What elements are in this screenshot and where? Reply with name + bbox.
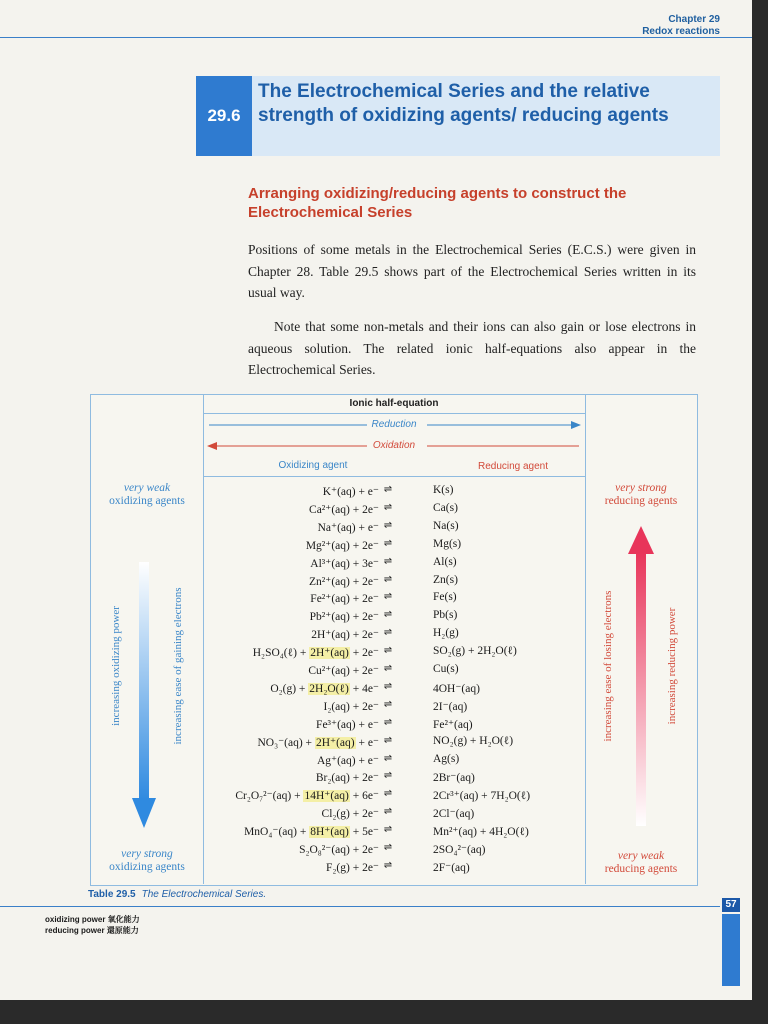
equilibrium-arrow: ⇌ <box>383 806 393 818</box>
table-heading: Ionic half-equation <box>349 398 439 409</box>
oxidizing-power-arrow <box>130 562 158 832</box>
left-bottom-qualifier: very strong <box>121 848 173 860</box>
equation-oxidizing-side: Cu²⁺(aq) + 2e⁻ <box>308 665 379 677</box>
equation-reducing-side: SO₂(g) + 2H₂O(ℓ) <box>433 645 517 658</box>
equilibrium-arrow: ⇌ <box>383 824 393 836</box>
caption-label: Table 29.5 <box>88 889 136 900</box>
equation-row <box>203 502 585 520</box>
table-header-bottom-rule <box>203 476 585 477</box>
highlighted-species: 2H⁺(aq) <box>315 736 355 749</box>
equilibrium-arrow: ⇌ <box>383 537 393 549</box>
equation-row <box>203 824 585 842</box>
left-top-qualifier: very weak <box>123 482 171 494</box>
equilibrium-arrow: ⇌ <box>383 591 393 603</box>
equation-row <box>203 556 585 574</box>
oxidizing-arrow-shaft <box>139 562 149 800</box>
paragraph-2: Note that some non-metals and their ions can also gain or lose electrons in aqueous solution. The related ionic half-equations also appear in the Electrochemical Series. <box>248 319 696 377</box>
equilibrium-arrow: ⇌ <box>383 770 393 782</box>
equation-row <box>203 806 585 824</box>
right-top-label <box>586 482 696 508</box>
equation-reducing-side: Cu(s) <box>433 663 459 675</box>
equilibrium-arrow: ⇌ <box>383 484 393 495</box>
equilibrium-arrow: ⇌ <box>383 716 393 728</box>
glossary <box>45 914 140 936</box>
equation-reducing-side: Fe(s) <box>433 591 457 604</box>
right-bottom-label <box>586 850 696 876</box>
left-vertical-label-2: increasing ease of gaining electrons <box>172 587 184 745</box>
equation-oxidizing-side: Al³⁺(aq) + 3e⁻ <box>310 557 379 570</box>
equilibrium-arrow: ⇌ <box>383 609 393 621</box>
paragraph-1: Positions of some metals in the Electrochemical Series (E.C.S.) were given in Chapter 28. Table 29.5 shows part of the Electrochemical Series written in its usual way. <box>248 242 696 300</box>
equation-oxidizing-side: Cl₂(g) + 2e⁻ <box>321 808 379 821</box>
top-divider <box>0 37 752 38</box>
chapter-number: Chapter 29 <box>668 14 720 25</box>
equation-row <box>203 520 585 538</box>
equilibrium-arrow: ⇌ <box>383 734 393 746</box>
equilibrium-arrow: ⇌ <box>383 645 393 657</box>
equation-reducing-side: Mn²⁺(aq) + 4H₂O(ℓ) <box>433 826 529 839</box>
right-top-text: reducing agents <box>604 495 678 507</box>
right-bottom-qualifier: very weak <box>617 850 665 862</box>
equilibrium-arrow: ⇌ <box>383 501 393 513</box>
highlighted-species: 2H₂O(ℓ) <box>309 682 349 695</box>
equation-row <box>203 717 585 735</box>
equation-oxidizing-side: Fe³⁺(aq) + e⁻ <box>316 718 379 731</box>
equation-row <box>203 663 585 681</box>
table-divider-right <box>585 394 586 884</box>
equation-reducing-side: 2Br⁻(aq) <box>433 772 475 785</box>
equation-reducing-side: Ca(s) <box>433 501 458 514</box>
equation-oxidizing-side: O₂(g) + 2H₂O(ℓ) + 4e⁻ <box>270 682 379 695</box>
equation-oxidizing-side: Zn²⁺(aq) + 2e⁻ <box>309 575 379 588</box>
equation-row <box>203 538 585 556</box>
equation-row <box>203 645 585 663</box>
equilibrium-arrow: ⇌ <box>383 842 393 853</box>
oxidizing-arrow-head <box>132 798 156 828</box>
equation-row <box>203 484 585 502</box>
bottom-divider <box>0 906 720 907</box>
equilibrium-arrow: ⇌ <box>383 519 393 531</box>
equilibrium-arrow: ⇌ <box>383 555 393 567</box>
left-top-text: oxidizing agents <box>109 495 185 507</box>
glossary-item: reducing power 還原能力 <box>45 926 139 935</box>
equation-reducing-side: Mg(s) <box>433 537 462 550</box>
equilibrium-arrow: ⇌ <box>383 788 393 800</box>
chapter-title: Redox reactions <box>642 26 720 37</box>
equation-reducing-side: 2I⁻(aq) <box>433 700 468 713</box>
equilibrium-arrow: ⇌ <box>383 627 393 639</box>
equilibrium-arrow: ⇌ <box>383 698 393 710</box>
reduction-arrowhead <box>571 421 581 429</box>
equation-row <box>203 735 585 753</box>
equation-reducing-side: Zn(s) <box>433 573 458 586</box>
reducing-arrow-shaft <box>636 552 646 826</box>
equation-oxidizing-side: 2H⁺(aq) + 2e⁻ <box>311 629 379 642</box>
equation-oxidizing-side: H₂SO₄(ℓ) + 2H⁺(aq) + 2e⁻ <box>252 647 379 660</box>
equation-oxidizing-side: Fe²⁺(aq) + 2e⁻ <box>310 593 379 606</box>
equilibrium-arrow: ⇌ <box>383 680 393 692</box>
reducing-arrow-head <box>628 526 654 554</box>
equation-row <box>203 842 585 860</box>
equation-reducing-side: NO₂(g) + H₂O(ℓ) <box>433 734 514 747</box>
equation-reducing-side: Fe²⁺(aq) <box>433 718 473 731</box>
equation-row <box>203 574 585 592</box>
equation-reducing-side: K(s) <box>433 484 454 496</box>
reducing-power-arrow <box>626 526 656 826</box>
equation-row <box>203 681 585 699</box>
equation-reducing-side: Ag(s) <box>433 752 460 765</box>
equation-oxidizing-side: Br₂(aq) + 2e⁻ <box>315 772 379 785</box>
equation-oxidizing-side: Ag⁺(aq) + e⁻ <box>316 754 379 767</box>
caption-text: The Electrochemical Series. <box>141 889 267 900</box>
oxidizing-agent-label: Oxidizing agent <box>278 460 348 471</box>
equation-reducing-side: Al(s) <box>433 555 457 568</box>
chapter-header <box>642 14 720 38</box>
equation-row <box>203 699 585 717</box>
oxidation-label: Oxidation <box>372 440 416 451</box>
page-number: 57 <box>722 898 740 912</box>
equation-row <box>203 770 585 788</box>
equation-reducing-side: 2Cl⁻(aq) <box>433 808 475 821</box>
equation-oxidizing-side: Na⁺(aq) + e⁻ <box>317 521 379 534</box>
equilibrium-arrow: ⇌ <box>383 752 393 764</box>
left-bottom-label <box>92 848 202 874</box>
equation-reducing-side: 2F⁻(aq) <box>433 861 470 874</box>
equilibrium-arrow: ⇌ <box>383 573 393 585</box>
equation-oxidizing-side: Pb²⁺(aq) + 2e⁻ <box>309 611 379 624</box>
edge-tab <box>722 914 740 986</box>
highlighted-species: 2H⁺(aq) <box>310 647 349 660</box>
section-number: 29.6 <box>196 76 252 156</box>
equation-oxidizing-side: MnO₄⁻(aq) + 8H⁺(aq) + 5e⁻ <box>244 826 379 839</box>
equation-oxidizing-side: NO₃⁻(aq) + 2H⁺(aq) + e⁻ <box>257 736 379 749</box>
right-top-qualifier: very strong <box>615 482 667 494</box>
equation-row <box>203 753 585 771</box>
right-vertical-label-2: increasing reducing power <box>666 607 678 725</box>
left-bottom-text: oxidizing agents <box>109 861 185 873</box>
right-vertical-label-1: increasing ease of losing electrons <box>602 590 614 742</box>
left-vertical-label-1: increasing oxidizing power <box>110 606 122 726</box>
equilibrium-arrow: ⇌ <box>383 859 393 871</box>
equation-row <box>203 860 585 878</box>
equation-row <box>203 609 585 627</box>
equation-row <box>203 591 585 609</box>
reduction-label: Reduction <box>371 419 417 430</box>
equation-reducing-side: 4OH⁻(aq) <box>433 682 480 695</box>
equilibrium-arrow: ⇌ <box>383 663 393 674</box>
equation-oxidizing-side: S₂O₈²⁻(aq) + 2e⁻ <box>299 844 379 856</box>
equation-reducing-side: 2SO₄²⁻(aq) <box>433 844 486 856</box>
subheading: Arranging oxidizing/reducing agents to construct the Electrochemical Series <box>248 185 627 221</box>
equation-reducing-side: Pb(s) <box>433 609 458 622</box>
glossary-item: oxidizing power 氧化能力 <box>45 915 140 924</box>
highlighted-species: 14H⁺(aq) <box>304 790 349 803</box>
equation-oxidizing-side: I₂(aq) + 2e⁻ <box>323 700 379 713</box>
left-top-label <box>92 482 202 508</box>
equation-row <box>203 788 585 806</box>
highlighted-species: 8H⁺(aq) <box>310 826 349 839</box>
equation-reducing-side: H₂(g) <box>433 627 459 640</box>
equation-oxidizing-side: Ca²⁺(aq) + 2e⁻ <box>309 503 379 516</box>
equation-oxidizing-side: Mg²⁺(aq) + 2e⁻ <box>305 539 379 552</box>
oxidation-arrowhead <box>207 442 217 450</box>
equation-reducing-side: 2Cr³⁺(aq) + 7H₂O(ℓ) <box>433 790 531 803</box>
reducing-agent-label: Reducing agent <box>477 461 549 472</box>
equation-oxidizing-side: K⁺(aq) + e⁻ <box>322 486 379 498</box>
equation-reducing-side: Na(s) <box>433 519 459 532</box>
equation-oxidizing-side: Cr₂O₇²⁻(aq) + 14H⁺(aq) + 6e⁻ <box>235 790 379 803</box>
right-bottom-text: reducing agents <box>604 863 678 875</box>
section-title: The Electrochemical Series and the relative strength of oxidizing agents/ reducing agents <box>258 81 669 126</box>
equation-oxidizing-side: F₂(g) + 2e⁻ <box>326 861 379 874</box>
table-caption <box>88 889 266 900</box>
equation-row <box>203 627 585 645</box>
